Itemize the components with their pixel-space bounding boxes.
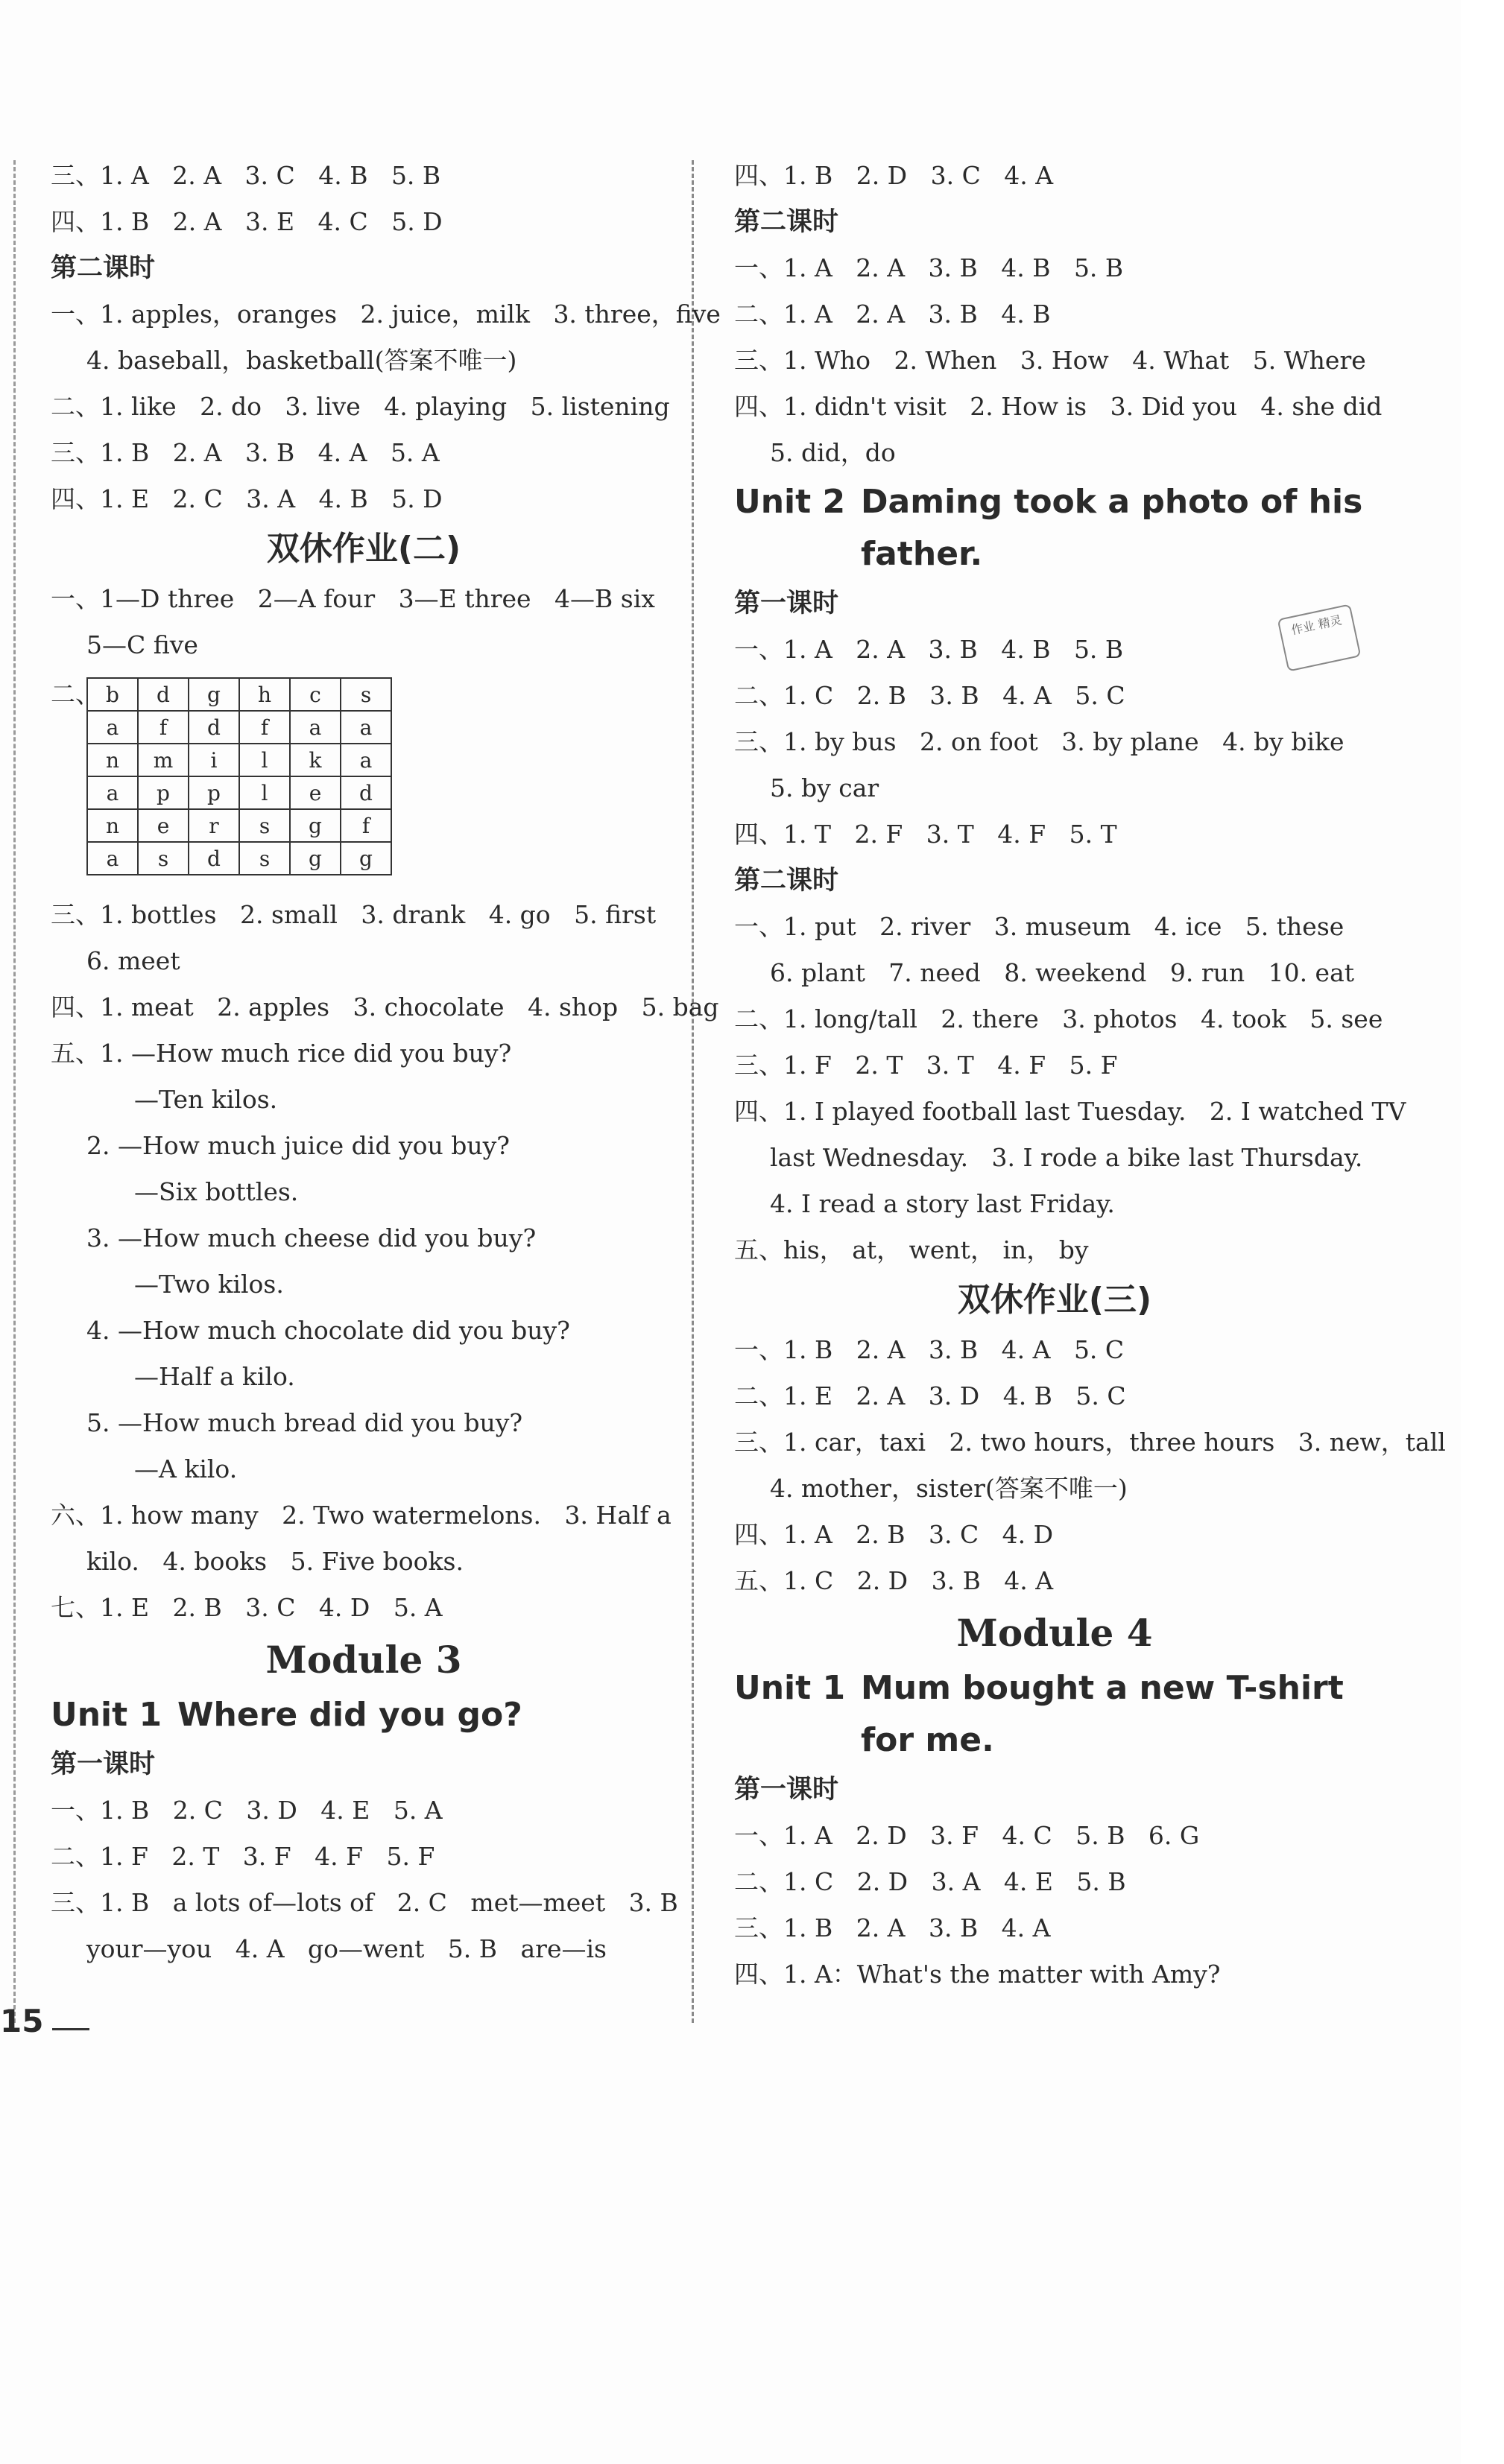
word-search-grid	[86, 677, 392, 875]
answer-line: kilo. 4. books 5. Five books.	[86, 1547, 464, 1576]
answer-line: —A kilo.	[134, 1454, 238, 1483]
answer-line: your—you 4. A go—went 5. B are—is	[86, 1934, 607, 1963]
answer-line: 三、1. car，taxi 2. two hours，three hours 3. new，tall	[734, 1428, 1446, 1457]
answer-line: 一、1. A 2. A 3. B 4. B 5. B	[734, 253, 1124, 282]
lesson-heading: 第二课时	[734, 866, 839, 896]
answer-line: 三、1. by bus 2. on foot 3. by plane 4. by bike	[734, 727, 1345, 756]
answer-line: 4. I read a story last Friday.	[770, 1189, 1115, 1218]
answer-line: 5. —How much bread did you buy?	[86, 1408, 523, 1437]
page-number-dash	[52, 2028, 89, 2030]
left-margin-rule	[13, 160, 16, 2023]
stamp-icon: 作业 精灵	[1277, 604, 1362, 671]
answer-line: 三、1. A 2. A 3. C 4. B 5. B	[51, 161, 441, 190]
answer-line: 一、1. B 2. A 3. B 4. A 5. C	[734, 1335, 1125, 1364]
answer-line: 四、1. B 2. A 3. E 4. C 5. D	[51, 207, 443, 236]
answer-line: —Two kilos.	[134, 1270, 284, 1299]
grid-cell: a	[87, 842, 138, 875]
grid-cell: f	[341, 809, 391, 842]
grid-cell: f	[239, 711, 290, 744]
grid-cell: g	[290, 842, 341, 875]
grid-cell: s	[138, 842, 189, 875]
answer-line: 二、1. like 2. do 3. live 4. playing 5. listening	[51, 392, 670, 421]
answer-line: 一、1—D three 2—A four 3—E three 4—B six	[51, 584, 655, 613]
grid-cell: h	[239, 678, 290, 711]
answer-line: 一、1. apples，oranges 2. juice，milk 3. three，five	[51, 300, 721, 329]
unit-title	[734, 1662, 1375, 1767]
unit-label: Unit 1	[734, 1669, 846, 1707]
answer-line: 一、1. B 2. C 3. D 4. E 5. A	[51, 1796, 443, 1825]
grid-cell: a	[341, 711, 391, 744]
grid-cell: b	[87, 678, 138, 711]
answer-line: 五、his， at， went， in， by	[734, 1235, 1089, 1264]
grid-cell: p	[138, 776, 189, 809]
answer-line: 三、1. Who 2. When 3. How 4. What 5. Where	[734, 346, 1366, 375]
answer-line: 六、1. how many 2. Two watermelons. 3. Half a	[51, 1501, 672, 1530]
answer-line: 五、1. —How much rice did you buy?	[51, 1039, 512, 1068]
unit-title	[51, 1689, 677, 1741]
grid-cell: g	[189, 678, 239, 711]
word-search-block	[51, 671, 677, 892]
grid-cell: p	[189, 776, 239, 809]
answer-line: last Wednesday. 3. I rode a bike last Thursday.	[770, 1143, 1363, 1172]
grid-cell: s	[239, 842, 290, 875]
grid-cell: l	[239, 776, 290, 809]
answer-line: 4. baseball，basketball(答案不唯一)	[86, 346, 517, 375]
grid-cell: e	[290, 776, 341, 809]
lesson-heading: 第二课时	[51, 253, 156, 283]
answer-line: 一、1. A 2. D 3. F 4. C 5. B 6. G	[734, 1821, 1200, 1850]
answer-line: 2. —How much juice did you buy?	[86, 1131, 510, 1160]
grid-cell: d	[189, 842, 239, 875]
weekend-homework-title: 双休作业(二)	[266, 530, 461, 568]
grid-cell: d	[138, 678, 189, 711]
answer-line: 四、1. T 2. F 3. T 4. F 5. T	[734, 820, 1117, 849]
answer-line: 四、1. A：What's the matter with Amy?	[734, 1960, 1221, 1989]
grid-cell: g	[290, 809, 341, 842]
grid-cell: s	[239, 809, 290, 842]
left-column	[51, 153, 721, 1972]
grid-cell: f	[138, 711, 189, 744]
answer-line: —Half a kilo.	[134, 1362, 295, 1391]
lesson-heading: 第一课时	[734, 1775, 839, 1805]
answer-line: 二、1. A 2. A 3. B 4. B	[734, 300, 1051, 329]
grid-prefix: 二、	[51, 680, 100, 709]
answer-line: 6. plant 7. need 8. weekend 9. run 10. eat	[770, 958, 1355, 987]
answer-line: 三、1. B a lots of—lots of 2. C met—meet 3. B	[51, 1888, 678, 1917]
lesson-heading: 第一课时	[734, 589, 839, 618]
grid-cell: a	[290, 711, 341, 744]
grid-cell: r	[189, 809, 239, 842]
grid-cell: s	[341, 678, 391, 711]
answer-line: 二、1. E 2. A 3. D 4. B 5. C	[734, 1381, 1126, 1410]
module-title: Module 4	[956, 1611, 1153, 1655]
grid-cell: a	[87, 776, 138, 809]
grid-cell: a	[341, 744, 391, 776]
answer-line: 四、1. E 2. C 3. A 4. B 5. D	[51, 484, 443, 513]
answer-line: 四、1. meat 2. apples 3. chocolate 4. shop 5. bag	[51, 992, 719, 1022]
weekend-homework-title: 双休作业(三)	[957, 1281, 1152, 1319]
grid-cell: d	[341, 776, 391, 809]
answer-line: 二、1. C 2. B 3. B 4. A 5. C	[734, 681, 1125, 710]
grid-cell: i	[189, 744, 239, 776]
unit-title	[734, 476, 1375, 580]
answer-line: 二、1. long/tall 2. there 3. photos 4. took 5. see	[734, 1004, 1383, 1033]
lesson-heading: 第二课时	[734, 207, 839, 237]
answer-line: 四、1. I played football last Tuesday. 2. I watched TV	[734, 1097, 1406, 1126]
grid-cell: k	[290, 744, 341, 776]
unit-label: Unit 1	[51, 1696, 162, 1734]
unit-name: Where did you go?	[177, 1696, 522, 1734]
right-column	[734, 153, 1446, 1998]
answer-line: 4. —How much chocolate did you buy?	[86, 1316, 570, 1345]
answer-line: 二、1. C 2. D 3. A 4. E 5. B	[734, 1867, 1126, 1896]
answer-line: 四、1. A 2. B 3. C 4. D	[734, 1520, 1054, 1549]
answer-line: 三、1. bottles 2. small 3. drank 4. go 5. first	[51, 900, 657, 929]
answer-line: 二、1. F 2. T 3. F 4. F 5. F	[51, 1842, 435, 1871]
answer-line: 三、1. F 2. T 3. T 4. F 5. F	[734, 1051, 1118, 1080]
answer-line: 4. mother，sister(答案不唯一)	[770, 1474, 1128, 1503]
grid-cell: d	[189, 711, 239, 744]
unit-label: Unit 2	[734, 483, 846, 521]
answer-line: —Ten kilos.	[134, 1085, 278, 1114]
answer-line: 三、1. B 2. A 3. B 4. A 5. A	[51, 438, 440, 467]
answer-line: 四、1. didn't visit 2. How is 3. Did you 4. she did	[734, 392, 1383, 421]
answer-line: 一、1. put 2. river 3. museum 4. ice 5. these	[734, 912, 1345, 941]
answer-line: 一、1. A 2. A 3. B 4. B 5. B	[734, 635, 1124, 664]
answer-line: 四、1. B 2. D 3. C 4. A	[734, 161, 1054, 190]
lesson-heading: 第一课时	[51, 1749, 156, 1779]
grid-cell: l	[239, 744, 290, 776]
grid-cell: n	[87, 809, 138, 842]
grid-cell: g	[341, 842, 391, 875]
answer-line: 三、1. B 2. A 3. B 4. A	[734, 1913, 1051, 1942]
answer-line: 6. meet	[86, 946, 180, 975]
unit-name: Mum bought a new T-shirt for me.	[861, 1669, 1344, 1759]
answer-line: 3. —How much cheese did you buy?	[86, 1223, 537, 1252]
grid-cell: n	[87, 744, 138, 776]
answer-line: 5. by car	[770, 773, 879, 802]
grid-cell: m	[138, 744, 189, 776]
grid-cell: c	[290, 678, 341, 711]
module-title: Module 3	[265, 1638, 462, 1682]
column-divider	[692, 160, 694, 2023]
answer-line: 5. did，do	[770, 438, 896, 467]
unit-name: Daming took a photo of his father.	[861, 483, 1363, 573]
answer-line: 七、1. E 2. B 3. C 4. D 5. A	[51, 1593, 443, 1622]
answer-line: —Six bottles.	[134, 1177, 299, 1206]
answer-line: 五、1. C 2. D 3. B 4. A	[734, 1566, 1054, 1595]
answer-line: 5—C five	[86, 630, 198, 659]
page-number: 15	[0, 2003, 44, 2039]
grid-cell: e	[138, 809, 189, 842]
grid-cell: a	[87, 711, 138, 744]
